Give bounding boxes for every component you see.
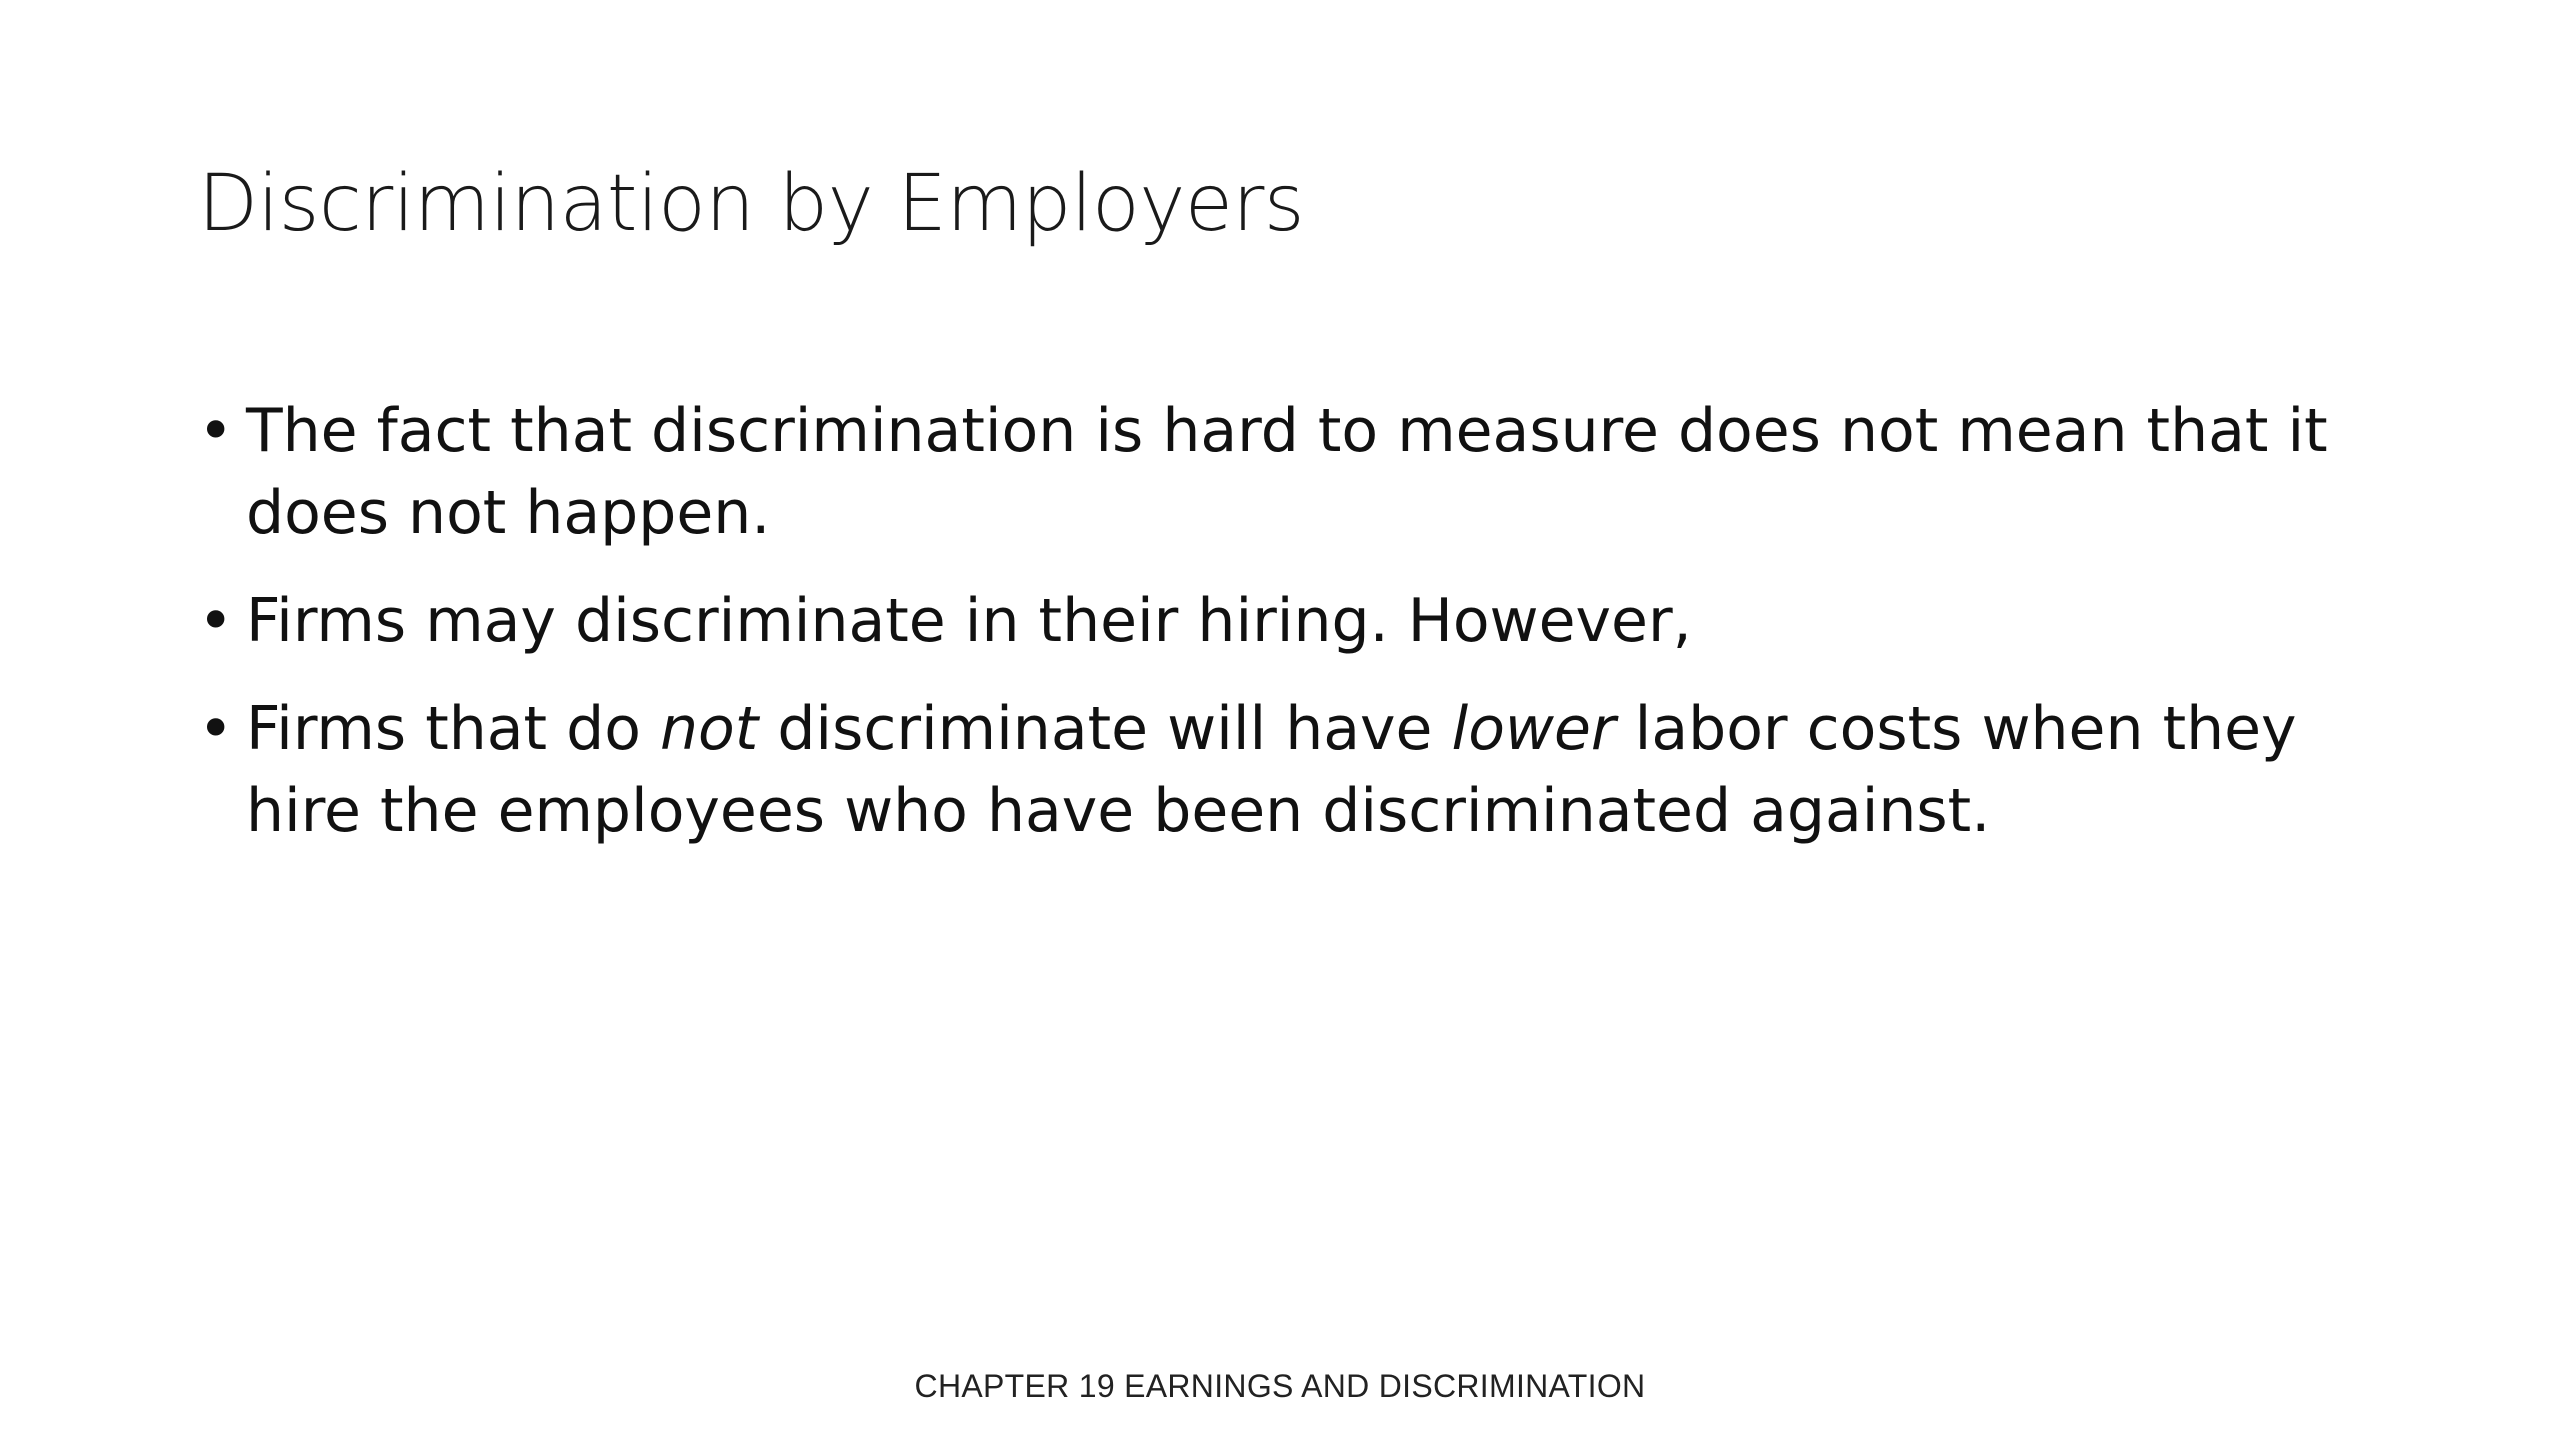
bullet-item	[198, 688, 2418, 852]
slide-footer: CHAPTER 19 EARNINGS AND DISCRIMINATION	[914, 1368, 1646, 1404]
bullet-marker: •	[198, 586, 234, 656]
bullet-text-segment: discriminate will have	[758, 694, 1452, 764]
bullet-text	[246, 694, 2297, 846]
bullet-marker: •	[198, 396, 234, 466]
bullet-list	[198, 390, 2418, 878]
bullet-text-emphasis: not	[660, 694, 759, 764]
bullet-item	[198, 390, 2418, 554]
bullet-text-segment: Firms that do	[246, 694, 660, 764]
bullet-marker: •	[198, 694, 234, 764]
bullet-text	[246, 586, 1692, 656]
bullet-text	[246, 396, 2328, 548]
slide-title: Discrimination by Employers	[198, 159, 1305, 249]
bullet-text-segment: labor costs when they hire the employees who have been discriminated against.	[246, 694, 2297, 846]
bullet-text-emphasis: lower	[1451, 694, 1616, 764]
bullet-text-segment: The fact that discrimination is hard to measure does not mean that it does not happen.	[246, 396, 2328, 548]
bullet-item	[198, 580, 2418, 662]
bullet-text-segment: Firms may discriminate in their hiring. However,	[246, 586, 1692, 656]
